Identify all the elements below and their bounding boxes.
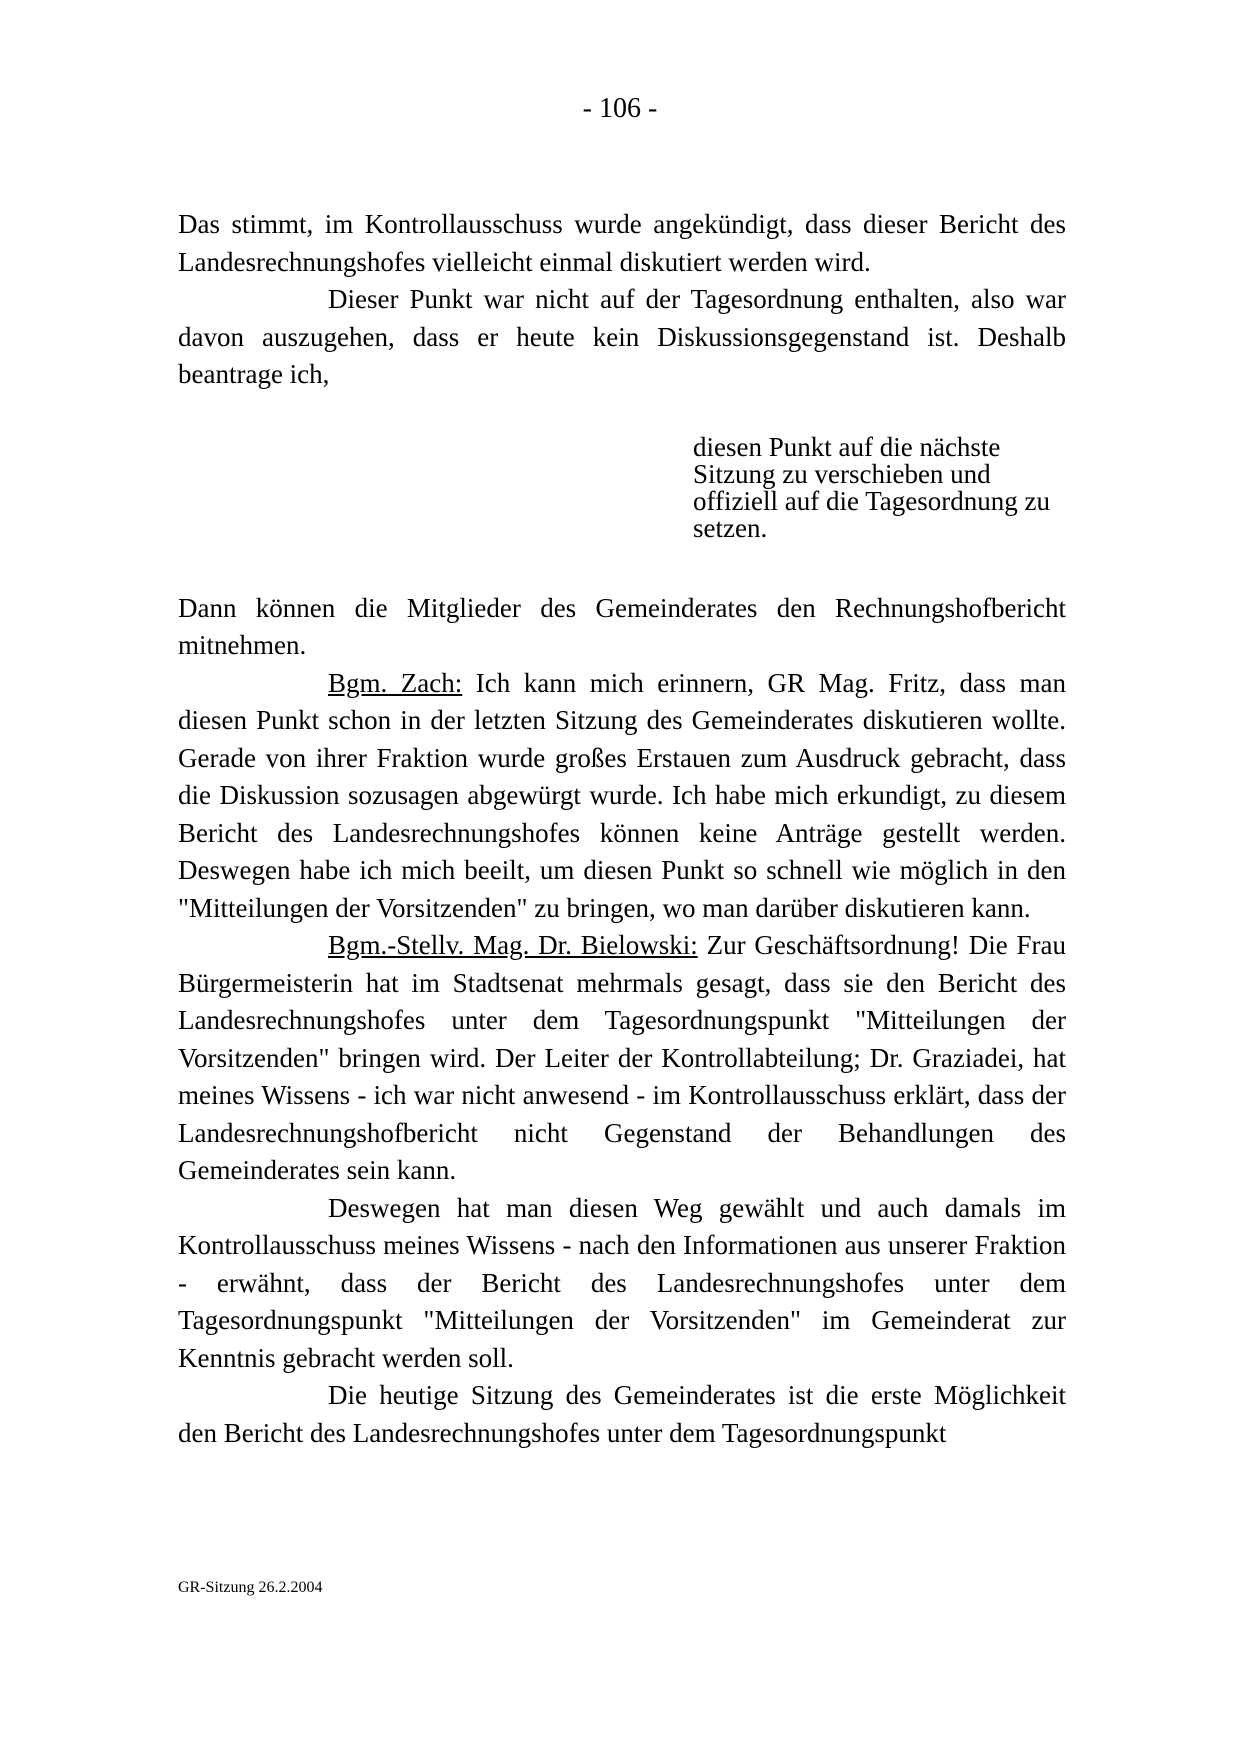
page-number: - 106 -: [582, 93, 658, 124]
document-body: [178, 206, 1066, 1452]
footer-session-date: GR-Sitzung 26.2.2004: [178, 1579, 323, 1596]
paragraph-2: Dieser Punkt war nicht auf der Tagesordnung enthalten, also war davon auszugehen, dass er heute kein Diskussionsgegenstand ist. Deshalb beantrage ich,: [178, 284, 1066, 389]
motion-text: diesen Punkt auf die nächste Sitzung zu verschieben und offiziell auf die Tagesordnung zu setzen.: [693, 431, 1050, 543]
speaker-name: Bgm.-Stellv. Mag. Dr. Bielowski:: [328, 930, 698, 960]
paragraph-4: [178, 665, 1066, 928]
speech-text: Ich kann mich erinnern, GR Mag. Fritz, dass man diesen Punkt schon in der letzten Sitzung des Gemeinderates diskutieren wollte. Gerade von ihrer Fraktion wurde großes Erstauen zum Ausdruck gebracht, dass die Diskussion sozusagen abgewürgt wurde. Ich habe mich erkundigt, zu diesem Bericht des Landesrechnungshofes können keine Anträge gestellt werden. Deswegen habe ich mich beeilt, um diesen Punkt so schnell wie möglich in den "Mitteilungen der Vorsitzenden" zu bringen, wo man darüber diskutieren kann.: [178, 667, 1067, 923]
paragraph-7: Die heutige Sitzung des Gemeinderates ist die erste Möglichkeit den Bericht des Landesrechnungshofes unter dem Tagesordnungspunkt: [178, 1380, 1066, 1448]
paragraph-3: Dann können die Mitglieder des Gemeinderates den Rechnungshofbericht mitnehmen.: [178, 592, 1066, 660]
paragraph-6: Deswegen hat man diesen Weg gewählt und auch damals im Kontrollausschuss meines Wissens - nach den Informationen aus unserer Fraktion - erwähnt, dass der Bericht des Landesrechnungshofes unter dem Tagesordnungspunkt "Mitteilungen der Vorsitzenden" im Gemeinderat zur Kenntnis gebracht werden soll.: [178, 1192, 1066, 1373]
paragraph-5: [178, 927, 1066, 1190]
paragraph-1: Das stimmt, im Kontrollausschuss wurde angekündigt, dass dieser Bericht des Landesrechnungshofes vielleicht einmal diskutiert werden wird.: [178, 209, 1066, 277]
speech-text: Zur Geschäftsordnung! Die Frau Bürgermeisterin hat im Stadtsenat mehrmals gesagt, dass sie den Bericht des Landesrechnungshofes unter dem Tagesordnungspunkt "Mitteilungen der Vorsitzenden" bringen wird. Der Leiter der Kontrollabteilung; Dr. Graziadei, hat meines Wissens - ich war nicht anwesend - im Kontrollausschuss erklärt, dass der Landesrechnungshofbericht nicht Gegenstand der Behandlungen des Gemeinderates sein kann.: [178, 930, 1067, 1185]
speaker-name: Bgm. Zach:: [328, 667, 463, 698]
